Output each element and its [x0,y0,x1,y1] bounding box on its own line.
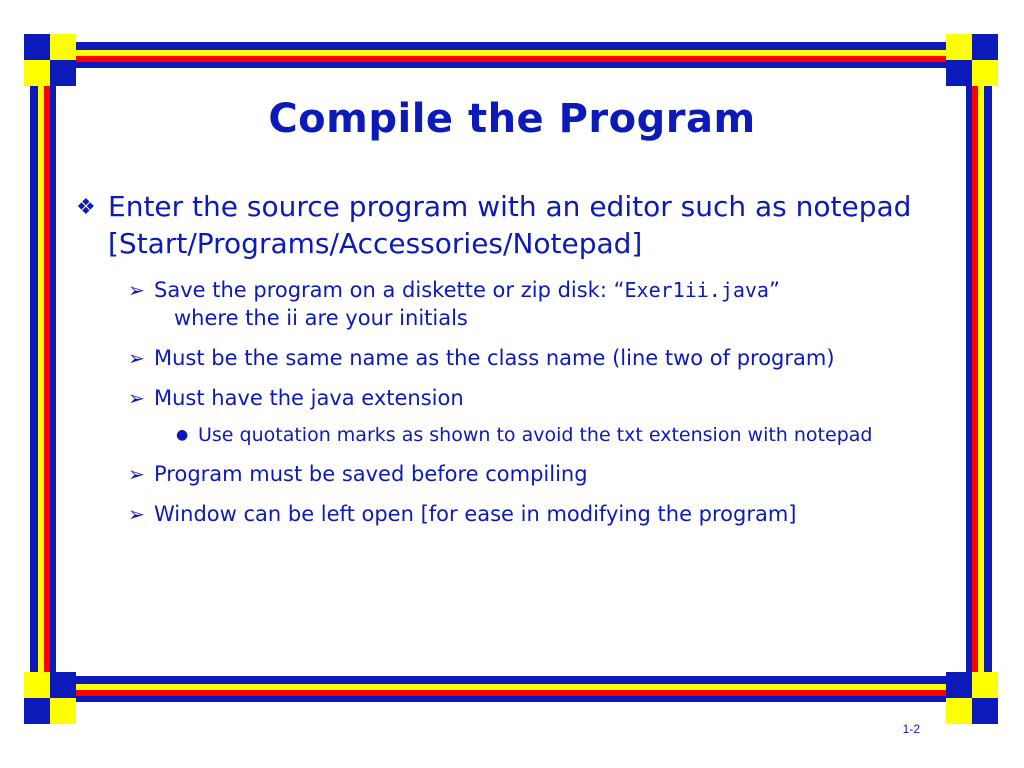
frame-right-blue [984,78,992,676]
frame-bottom-blue [52,676,972,684]
bullet-line1: Enter the source program with an editor such as notepad [108,190,912,223]
frame-left-blue [30,78,38,676]
sub-sub-text: Use quotation marks as shown to avoid the txt extension with notepad [198,424,873,446]
slide-content [76,188,956,528]
frame-bottom-blue-inner [52,696,972,702]
filename-code: Exer1ii.java [624,278,769,302]
corner-bottom-right [946,672,998,724]
sub-sub-bullet-quotes [172,422,956,448]
four-diamond-icon: ❖ [76,195,96,220]
bullet-level1 [76,188,956,262]
corner-top-left [24,34,76,86]
frame-top-blue [52,42,972,50]
bullet-dot-icon: ● [176,427,189,443]
page-number: 1-2 [902,722,920,736]
corner-bottom-left [24,672,76,724]
frame-top-blue-inner [52,62,972,68]
sub-bullet-extension [128,384,956,412]
sub-text-after: ” [768,278,780,302]
sub-text: Must be the same name as the class name (line two of program) [154,346,835,370]
arrowhead-icon: ➢ [128,462,145,486]
sub-bullet-saved [128,460,956,488]
sub-text: Must have the java extension [154,386,464,410]
sub-bullet-same-name [128,344,956,372]
sub-text-before: Save the program on a diskette or zip disk: “ [154,278,625,302]
arrowhead-icon: ➢ [128,346,145,370]
arrowhead-icon: ➢ [128,278,145,302]
sub-continuation: where the ii are your initials [174,306,468,330]
frame-left-blue-inner [50,78,56,676]
sub-bullet-window [128,500,956,528]
arrowhead-icon: ➢ [128,502,145,526]
sub-text: Window can be left open [for ease in modifying the program] [154,502,797,526]
corner-top-right [946,34,998,86]
sub-bullet-save [128,276,956,332]
arrowhead-icon: ➢ [128,386,145,410]
sub-text: Program must be saved before compiling [154,462,588,486]
bullet-line2: [Start/Programs/Accessories/Notepad] [108,227,643,260]
slide-title: Compile the Program [268,96,756,142]
